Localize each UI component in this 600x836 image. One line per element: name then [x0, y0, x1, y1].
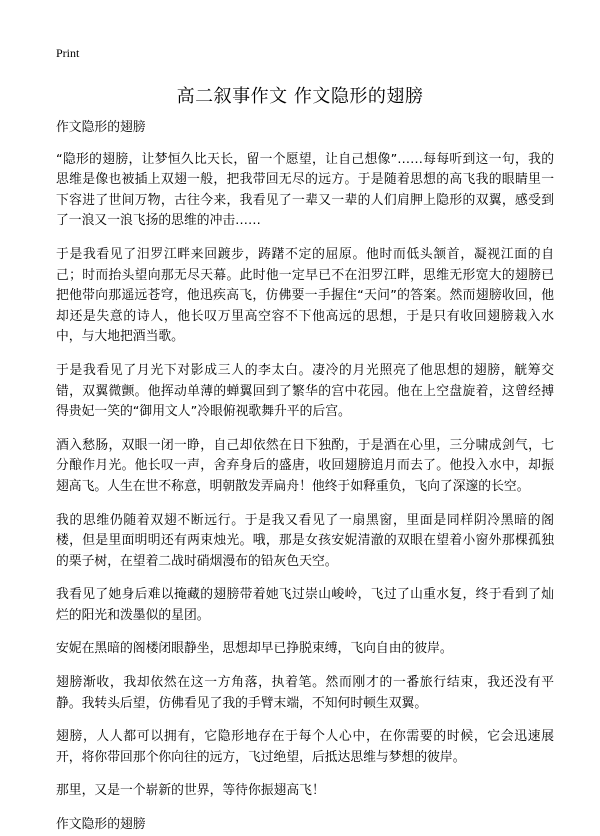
paragraph: 我看见了她身后难以掩藏的翅膀带着她飞过崇山峻岭，飞过了山重水复，终于看到了灿烂的阳光和泼墨似的星团。 — [56, 587, 554, 623]
paragraph: 那里，又是一个崭新的世界，等待你振翅高飞！ — [56, 783, 325, 799]
article-footer-label: 作文隐形的翅膀 — [56, 817, 146, 833]
paragraph: “隐形的翅膀，让梦恒久比天长，留一个愿望，让自己想像”……每每听到这一句，我的思维是像也被插上双翅一般，把我带回无尽的远方。于是随着思想的高飞我的眼睛里一下容进了世间万物，古往今来，我看见了一辈又一辈的人们肩胛上隐形的双翼，感受到了一浪又一浪飞扬的思维的冲击…… — [56, 151, 554, 229]
paragraph: 安妮在黑暗的阁楼闭眼静坐，思想却早已挣脱束缚，飞向自由的彼岸。 — [56, 641, 453, 657]
paragraph: 我的思维仍随着双翅不断远行。于是我又看见了一扇黑窗，里面是同样阴冷黑暗的阁楼，但是里面明明还有两束烛光。哦，那是女孩安妮清澈的双眼在望着小窗外那棵孤独的栗子树，在望着二战时硝烟漫布的铅灰色天空。 — [56, 512, 554, 569]
article-body — [56, 118, 554, 836]
print-link[interactable]: Print — [56, 46, 80, 60]
paragraph: 酒入愁肠，双眼一闭一睁，自己却依然在日下独酌，于是酒在心里，三分啸成剑气，七分酿作月光。他长叹一声，舍弃身后的盛唐，收回翅膀追月而去了。他投入水中，却振翅高飞。人生在世不称意，明朝散发弄扁舟！他终于如释重负，飞向了深邃的长空。 — [56, 437, 554, 494]
paragraph: 于是我看见了月光下对影成三人的李太白。凄冷的月光照亮了他思想的翅膀，觥筹交错，双翼微颤。他挥动单薄的蝉翼回到了繁华的宫中花园。他在上空盘旋着，这曾经搏得贵妃一笑的“御用文人”冷眼俯视歌舞升平的后宫。 — [56, 362, 554, 420]
article-subtitle: 作文隐形的翅膀 — [56, 120, 146, 135]
paragraph: 翅膀渐收，我却依然在这一方角落，执着笔。然而刚才的一番旅行结束，我还没有平静。我转头后望，仿佛看见了我的手臂末端，不知何时顿生双翼。 — [56, 675, 554, 711]
page-title: 高二叙事作文 作文隐形的翅膀 — [176, 86, 424, 107]
paragraph: 于是我看见了汨罗江畔来回踱步，踌躇不定的屈原。他时而低头颔首，凝视江面的自己；时而抬头望向那无尽天幕。此时他一定早已不在汨罗江畔，思维无形宽大的翅膀已把他带向那遥远苍穹，他迅疾高飞，仿佛要一手握住“天问”的答案。然而翅膀收回，他却还是失意的诗人，他长叹万里高空容不下他高远的思想，于是只有收回翅膀栽入水中，与大地把酒当歌。 — [56, 246, 554, 345]
paragraph: 翅膀，人人都可以拥有，它隐形地存在于每个人心中，在你需要的时候，它会迅速展开，将你带回那个你向往的远方，飞过绝望，后抵达思维与梦想的彼岸。 — [56, 729, 554, 765]
